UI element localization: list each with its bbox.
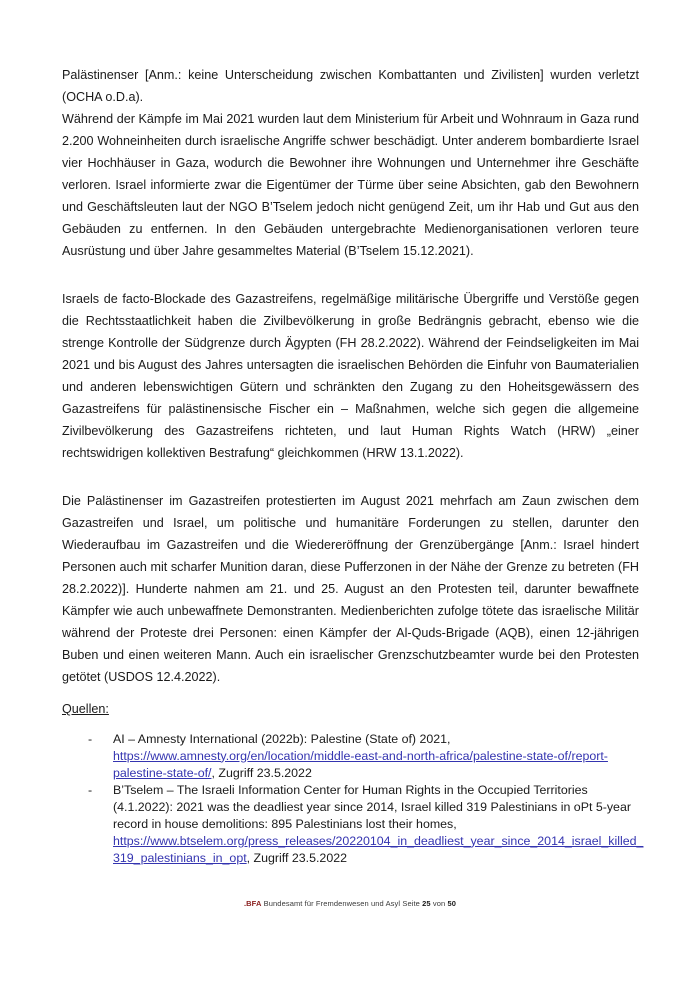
bfa-logo: .BFA	[243, 899, 262, 908]
body-paragraph: Israels de facto-Blockade des Gazastreifens, regelmäßige militärische Übergriffe und Verstöße gegen die Rechtsstaatlichkeit haben die Zivilbevölkerung in große Bedrängnis gebracht, ebenso wie die strenge Kontrolle der Südgrenze durch Ägypten (FH 28.2.2022). Während der Feindseligkeiten im Mai 2021 und bis August des Jahres untersagten die israelischen Behörden die Einfuhr von Baumaterialien und anderen lebenswichtigen Gütern und schränkten den Zugang zu den Hoheitsgewässern des Gazastreifens für palästinensische Fischer ein – Maßnahmen, welche sich gegen die allgemeine Zivilbevölkerung des Gazastreifens richteten, und laut Human Rights Watch (HRW) „einer rechtswidrigen kollektiven Bestrafung“ gleichkommen (HRW 13.1.2022).	[62, 292, 639, 460]
source-citation-text: AI – Amnesty International (2022b): Palestine (State of) 2021,	[113, 731, 451, 746]
source-access-date: , Zugriff 23.5.2022	[246, 850, 347, 865]
source-citation-text: B’Tselem – The Israeli Information Center for Human Rights in the Occupied Territories (4.1.2022): 2021 was the deadliest year since 2014, Israel killed 319 Palestinians in oPt 5-year record in house demolitions: 895 Palestinians lost their homes,	[113, 782, 631, 831]
footer-page-total: 50	[447, 899, 457, 908]
list-bullet: -	[88, 731, 93, 746]
source-list-item	[62, 731, 648, 782]
footer-page-label: Seite	[402, 899, 420, 908]
source-link[interactable]: https://www.btselem.org/press_releases/20220104_in_deadliest_year_since_2014_israel_killed_319_palestinians_in_opt	[113, 833, 644, 865]
footer-page-current: 25	[422, 899, 431, 908]
body-paragraph: Die Palästinenser im Gazastreifen protestierten im August 2021 mehrfach am Zaun zwischen dem Gazastreifen und Israel, um politische und humanitäre Forderungen zu stellen, darunter den Wiederaufbau im Gazastreifen und die Wiedereröffnung der Grenzübergänge [Anm.: Israel hindert Personen auch mit scharfer Munition daran, diese Pufferzonen in der Nähe der Grenze zu betreten (FH 28.2.2022)]. Hunderte nahmen am 21. und 25. August an den Protesten teil, darunter bewaffnete Kämpfer wie auch unbewaffnete Demonstranten. Medienberichten zufolge tötete das israelische Militär während der Proteste drei Personen: einen Kämpfer der Al-Quds-Brigade (AQB), einen 12-jährigen Buben und einen weiteren Mann. Auch ein israelischer Grenzschutzbeamter wurde bei den Protesten getötet (USDOS 12.4.2022).	[62, 494, 639, 684]
source-list-item	[62, 782, 648, 867]
source-list	[62, 731, 648, 867]
body-paragraph: Während der Kämpfe im Mai 2021 wurden laut dem Ministerium für Arbeit und Wohnraum in Gaza rund 2.200 Wohneinheiten durch israelische Angriffe schwer beschädigt. Unter anderem bombardierte Israel vier Hochhäuser in Gaza, wodurch die Bewohner ihre Wohnungen und Unternehmer ihre Geschäfte verloren. Israel informierte zwar die Eigentümer der Türme über seine Absichten, gab den Bewohnern und Geschäftsleuten laut der NGO B’Tselem jedoch nicht genügend Zeit, um ihr Hab und Gut aus den Gebäuden zu entfernen. In den Gebäuden untergebrachte Medienorganisationen verloren teure Ausrüstung und über Jahre gesammeltes Material (B’Tselem 15.12.2021).	[62, 112, 639, 258]
body-paragraph: Palästinenser [Anm.: keine Unterscheidung zwischen Kombattanten und Zivilisten] wurden verletzt (OCHA o.D.a).	[62, 68, 639, 104]
source-item-text	[113, 731, 648, 782]
list-bullet: -	[88, 782, 93, 797]
source-access-date: , Zugriff 23.5.2022	[211, 765, 312, 780]
footer-org-text: Bundesamt für Fremdenwesen und Asyl	[263, 899, 401, 908]
source-link[interactable]: https://www.amnesty.org/en/location/middle-east-and-north-africa/palestine-state-of/report-palestine-state-of/	[113, 748, 608, 780]
sources-heading: Quellen:	[62, 702, 109, 716]
page-footer	[0, 899, 700, 909]
source-item-text	[113, 782, 648, 867]
footer-of-label: von	[432, 899, 446, 908]
